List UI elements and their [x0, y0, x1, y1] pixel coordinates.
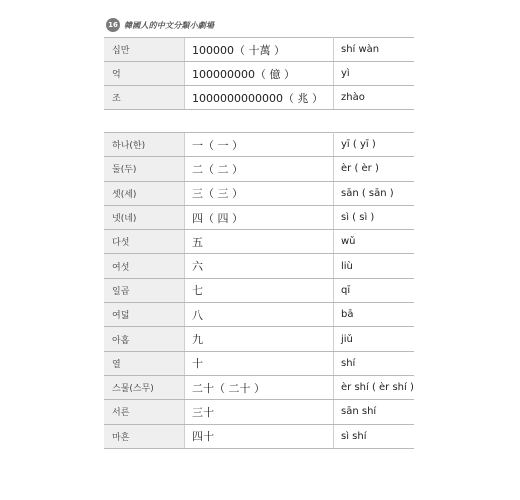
pinyin-cell: jiǔ [334, 327, 415, 351]
table-row [104, 38, 414, 62]
pinyin-cell: yī ( yī ) [334, 133, 415, 157]
korean-cell: 다섯 [104, 230, 185, 254]
pinyin-cell: shí wàn [334, 38, 415, 62]
table-row [104, 424, 414, 448]
table-row [104, 230, 414, 254]
counting-numbers-table [104, 132, 414, 449]
table-row [104, 86, 414, 110]
page-number-badge: 16 [106, 18, 120, 32]
korean-cell: 하나(한) [104, 133, 185, 157]
chinese-cell: 四十 [185, 424, 334, 448]
pinyin-cell: bā [334, 303, 415, 327]
pinyin-cell: sān ( sān ) [334, 181, 415, 205]
table-row [104, 375, 414, 399]
korean-cell: 마흔 [104, 424, 185, 448]
chinese-cell: 四（ 四 ） [185, 205, 334, 229]
large-numbers-table [104, 37, 414, 110]
table-row [104, 62, 414, 86]
table-row [104, 303, 414, 327]
chinese-cell: 1000000000000（ 兆 ） [185, 86, 334, 110]
chinese-cell: 二十（ 二十 ） [185, 375, 334, 399]
pinyin-cell: sì ( sì ) [334, 205, 415, 229]
pinyin-cell: liù [334, 254, 415, 278]
pinyin-cell: èr shí ( èr shí ) [334, 375, 415, 399]
pinyin-cell: èr ( èr ) [334, 157, 415, 181]
korean-cell: 둘(두) [104, 157, 185, 181]
table-row [104, 157, 414, 181]
page-header [106, 18, 214, 32]
table-row [104, 181, 414, 205]
korean-cell: 억 [104, 62, 185, 86]
chinese-cell: 100000（ 十萬 ） [185, 38, 334, 62]
korean-cell: 넷(네) [104, 205, 185, 229]
korean-cell: 일곱 [104, 278, 185, 302]
chinese-cell: 三十 [185, 400, 334, 424]
chinese-cell: 五 [185, 230, 334, 254]
pinyin-cell: zhào [334, 86, 415, 110]
chinese-cell: 一（ 一 ） [185, 133, 334, 157]
table-row [104, 351, 414, 375]
table-row [104, 205, 414, 229]
pinyin-cell: sān shí [334, 400, 415, 424]
korean-cell: 열 [104, 351, 185, 375]
table-row [104, 400, 414, 424]
korean-cell: 스물(스무) [104, 375, 185, 399]
table-row [104, 254, 414, 278]
table-row [104, 278, 414, 302]
korean-cell: 여덟 [104, 303, 185, 327]
korean-cell: 십만 [104, 38, 185, 62]
pinyin-cell: wǔ [334, 230, 415, 254]
chinese-cell: 七 [185, 278, 334, 302]
pinyin-cell: shí [334, 351, 415, 375]
chinese-cell: 六 [185, 254, 334, 278]
table-row [104, 133, 414, 157]
korean-cell: 아홉 [104, 327, 185, 351]
chinese-cell: 八 [185, 303, 334, 327]
chinese-cell: 三（ 三 ） [185, 181, 334, 205]
pinyin-cell: qī [334, 278, 415, 302]
korean-cell: 서른 [104, 400, 185, 424]
korean-cell: 조 [104, 86, 185, 110]
book-title: 韓國人的中文分類小劇場 [124, 20, 215, 30]
korean-cell: 셋(세) [104, 181, 185, 205]
chinese-cell: 二（ 二 ） [185, 157, 334, 181]
chinese-cell: 100000000（ 億 ） [185, 62, 334, 86]
pinyin-cell: yì [334, 62, 415, 86]
chinese-cell: 十 [185, 351, 334, 375]
table-row [104, 327, 414, 351]
chinese-cell: 九 [185, 327, 334, 351]
pinyin-cell: sì shí [334, 424, 415, 448]
korean-cell: 여섯 [104, 254, 185, 278]
